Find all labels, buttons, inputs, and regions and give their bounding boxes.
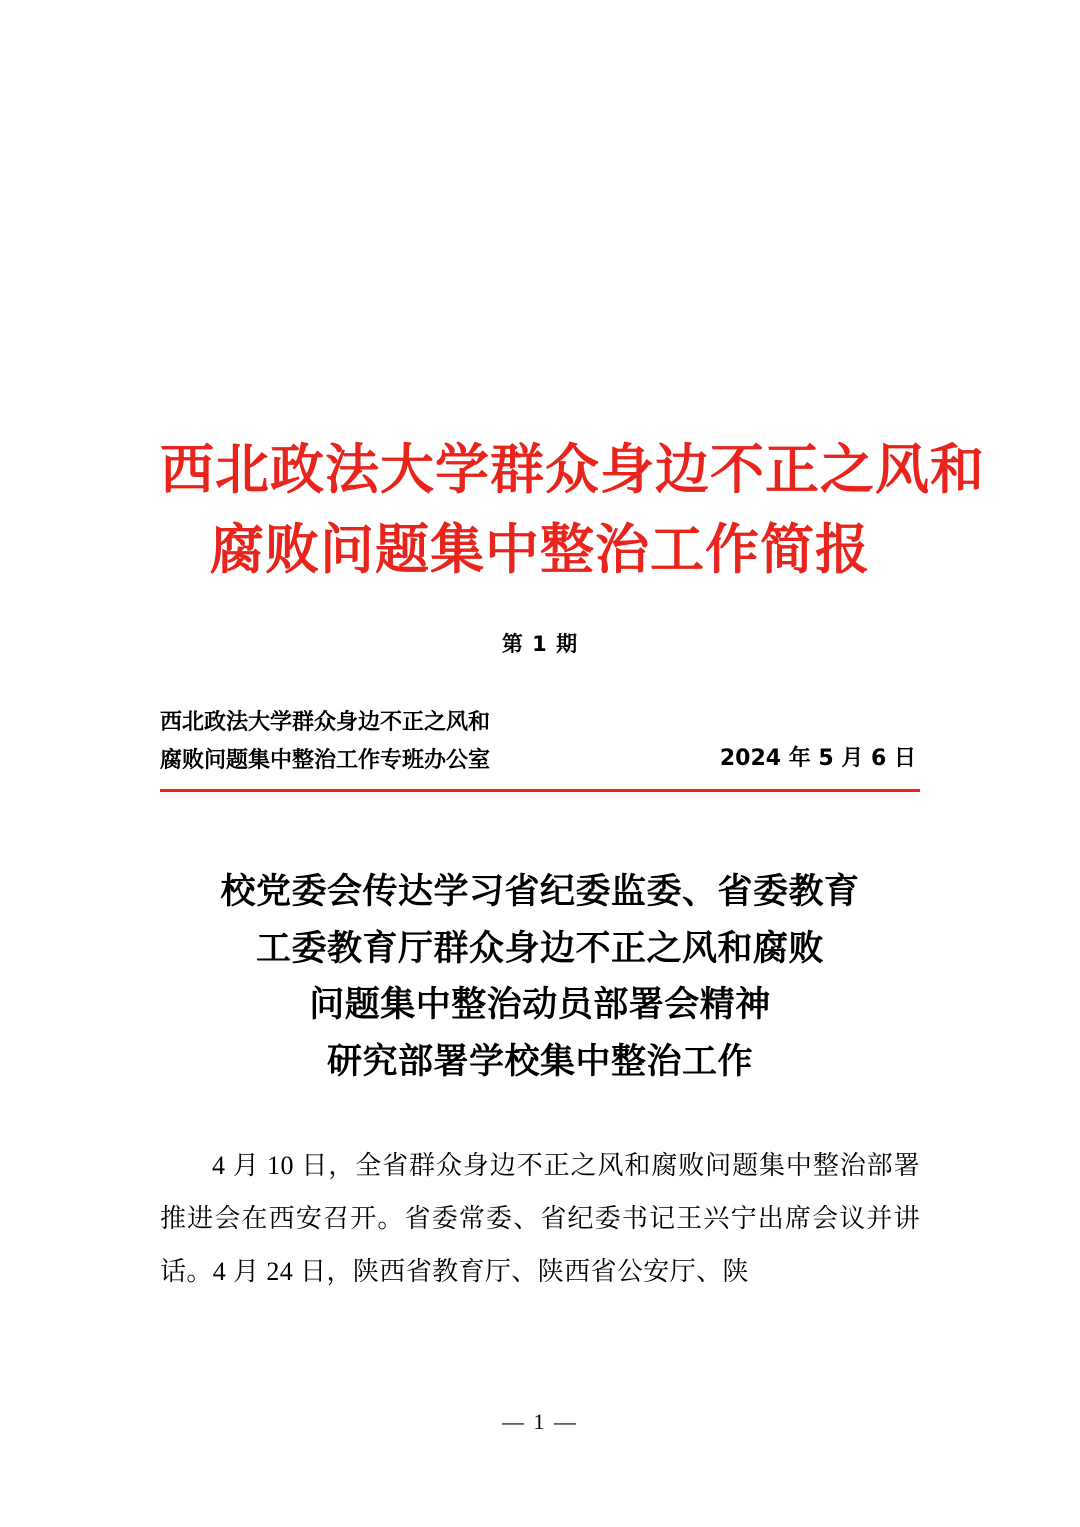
publish-date: 2024 年 5 月 6 日 [719, 746, 916, 772]
masthead-line-1: 西北政法大学群众身边不正之风和 [160, 438, 985, 501]
article-title-line-3: 问题集中整治动员部署会精神 [309, 984, 771, 1026]
masthead [160, 430, 985, 590]
article-body [160, 1139, 920, 1299]
article-title-line-4: 研究部署学校集中整治工作 [326, 1040, 753, 1082]
article-title [160, 864, 920, 1091]
issue-number: 第 1 期 [501, 631, 579, 656]
article-title-line-2: 工委教育厅群众身边不正之风和腐败 [255, 927, 824, 969]
publisher [160, 704, 490, 781]
page-number: — 1 — [502, 1409, 578, 1434]
article-title-line-1: 校党委会传达学习省纪委监委、省委教育 [220, 870, 860, 912]
publisher-line-1: 西北政法大学群众身边不正之风和 [160, 709, 491, 735]
masthead-line-2: 腐败问题集中整治工作简报 [210, 517, 870, 581]
publisher-row [160, 704, 920, 781]
red-divider-rule [160, 789, 920, 792]
body-paragraph: 4 月 10 日，全省群众身边不正之风和腐败问题集中整治部署推进会在西安召开。省委常委、省纪委书记王兴宁出席会议并讲话。4 月 24 日，陕西省教育厅、陕西省公安厅、陕 [160, 1150, 920, 1287]
publisher-line-2: 腐败问题集中整治工作专班办公室 [160, 748, 491, 774]
